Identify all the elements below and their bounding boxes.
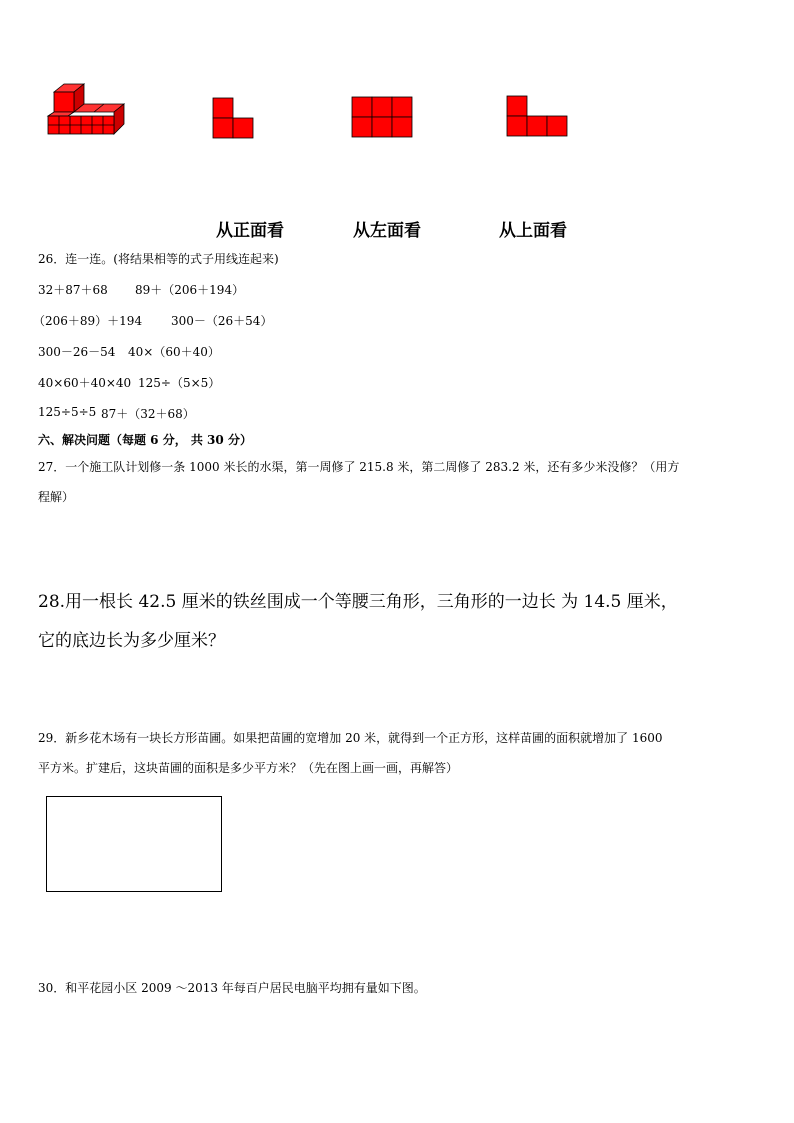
q27-line-1: 27．一个施工队计划修一条 1000 米长的水渠，第一周修了 215.8 米，第二周修了 283.2 米，还有多少米没修？（用方 [38, 460, 680, 474]
top-view-label: 从上面看 [499, 221, 567, 241]
q26-row-5-right: 87＋（32＋68） [101, 407, 195, 421]
front-view-figure [213, 98, 255, 140]
q26-row-4-right: 125÷（5×5） [138, 376, 221, 390]
q28-line-1: 28.用一根长 42.5 厘米的铁丝围成一个等腰三角形，三角形的一边长 为 14.5 厘米， [38, 592, 678, 612]
q26-row-4-left: 40×60＋40×40 [38, 376, 132, 390]
q26-title: 26．连一连。(将结果相等的式子用线连起来) [38, 252, 279, 266]
q26-row-2-right: 300－（26＋54） [171, 314, 273, 328]
q29-line-2: 平方米。扩建后，这块苗圃的面积是多少平方米？（先在图上画一画，再解答） [38, 761, 459, 775]
nursery-rectangle-figure [46, 796, 222, 892]
q26-row-3-right: 40×（60＋40） [128, 345, 220, 359]
q27-line-2: 程解） [38, 490, 75, 504]
q26-row-3-left: 300－26－54 [38, 345, 116, 359]
q26-row-2-left: （206＋89）＋194 [33, 314, 143, 328]
top-view-figure [507, 96, 569, 138]
q26-row-1-left: 32＋87＋68 [38, 283, 108, 297]
q30-line-1: 30．和平花园小区 2009 ～2013 年每百户居民电脑平均拥有量如下图。 [38, 981, 426, 995]
q26-row-5-left: 125÷5÷5 [38, 405, 97, 419]
left-view-figure [352, 97, 414, 139]
q29-line-1: 29．新乡花木场有一块长方形苗圃。如果把苗圃的宽增加 20 米，就得到一个正方形，这样苗圃的面积就增加了 1600 [38, 731, 663, 745]
q26-row-1-right: 89＋（206＋194） [135, 283, 245, 297]
cube-3d-figure [44, 84, 128, 146]
q28-line-2: 它的底边长为多少厘米？ [38, 631, 225, 651]
section-6-heading: 六、解决问题（每题 6 分， 共 30 分） [38, 433, 252, 447]
left-view-label: 从左面看 [353, 221, 421, 241]
front-view-label: 从正面看 [216, 221, 284, 241]
